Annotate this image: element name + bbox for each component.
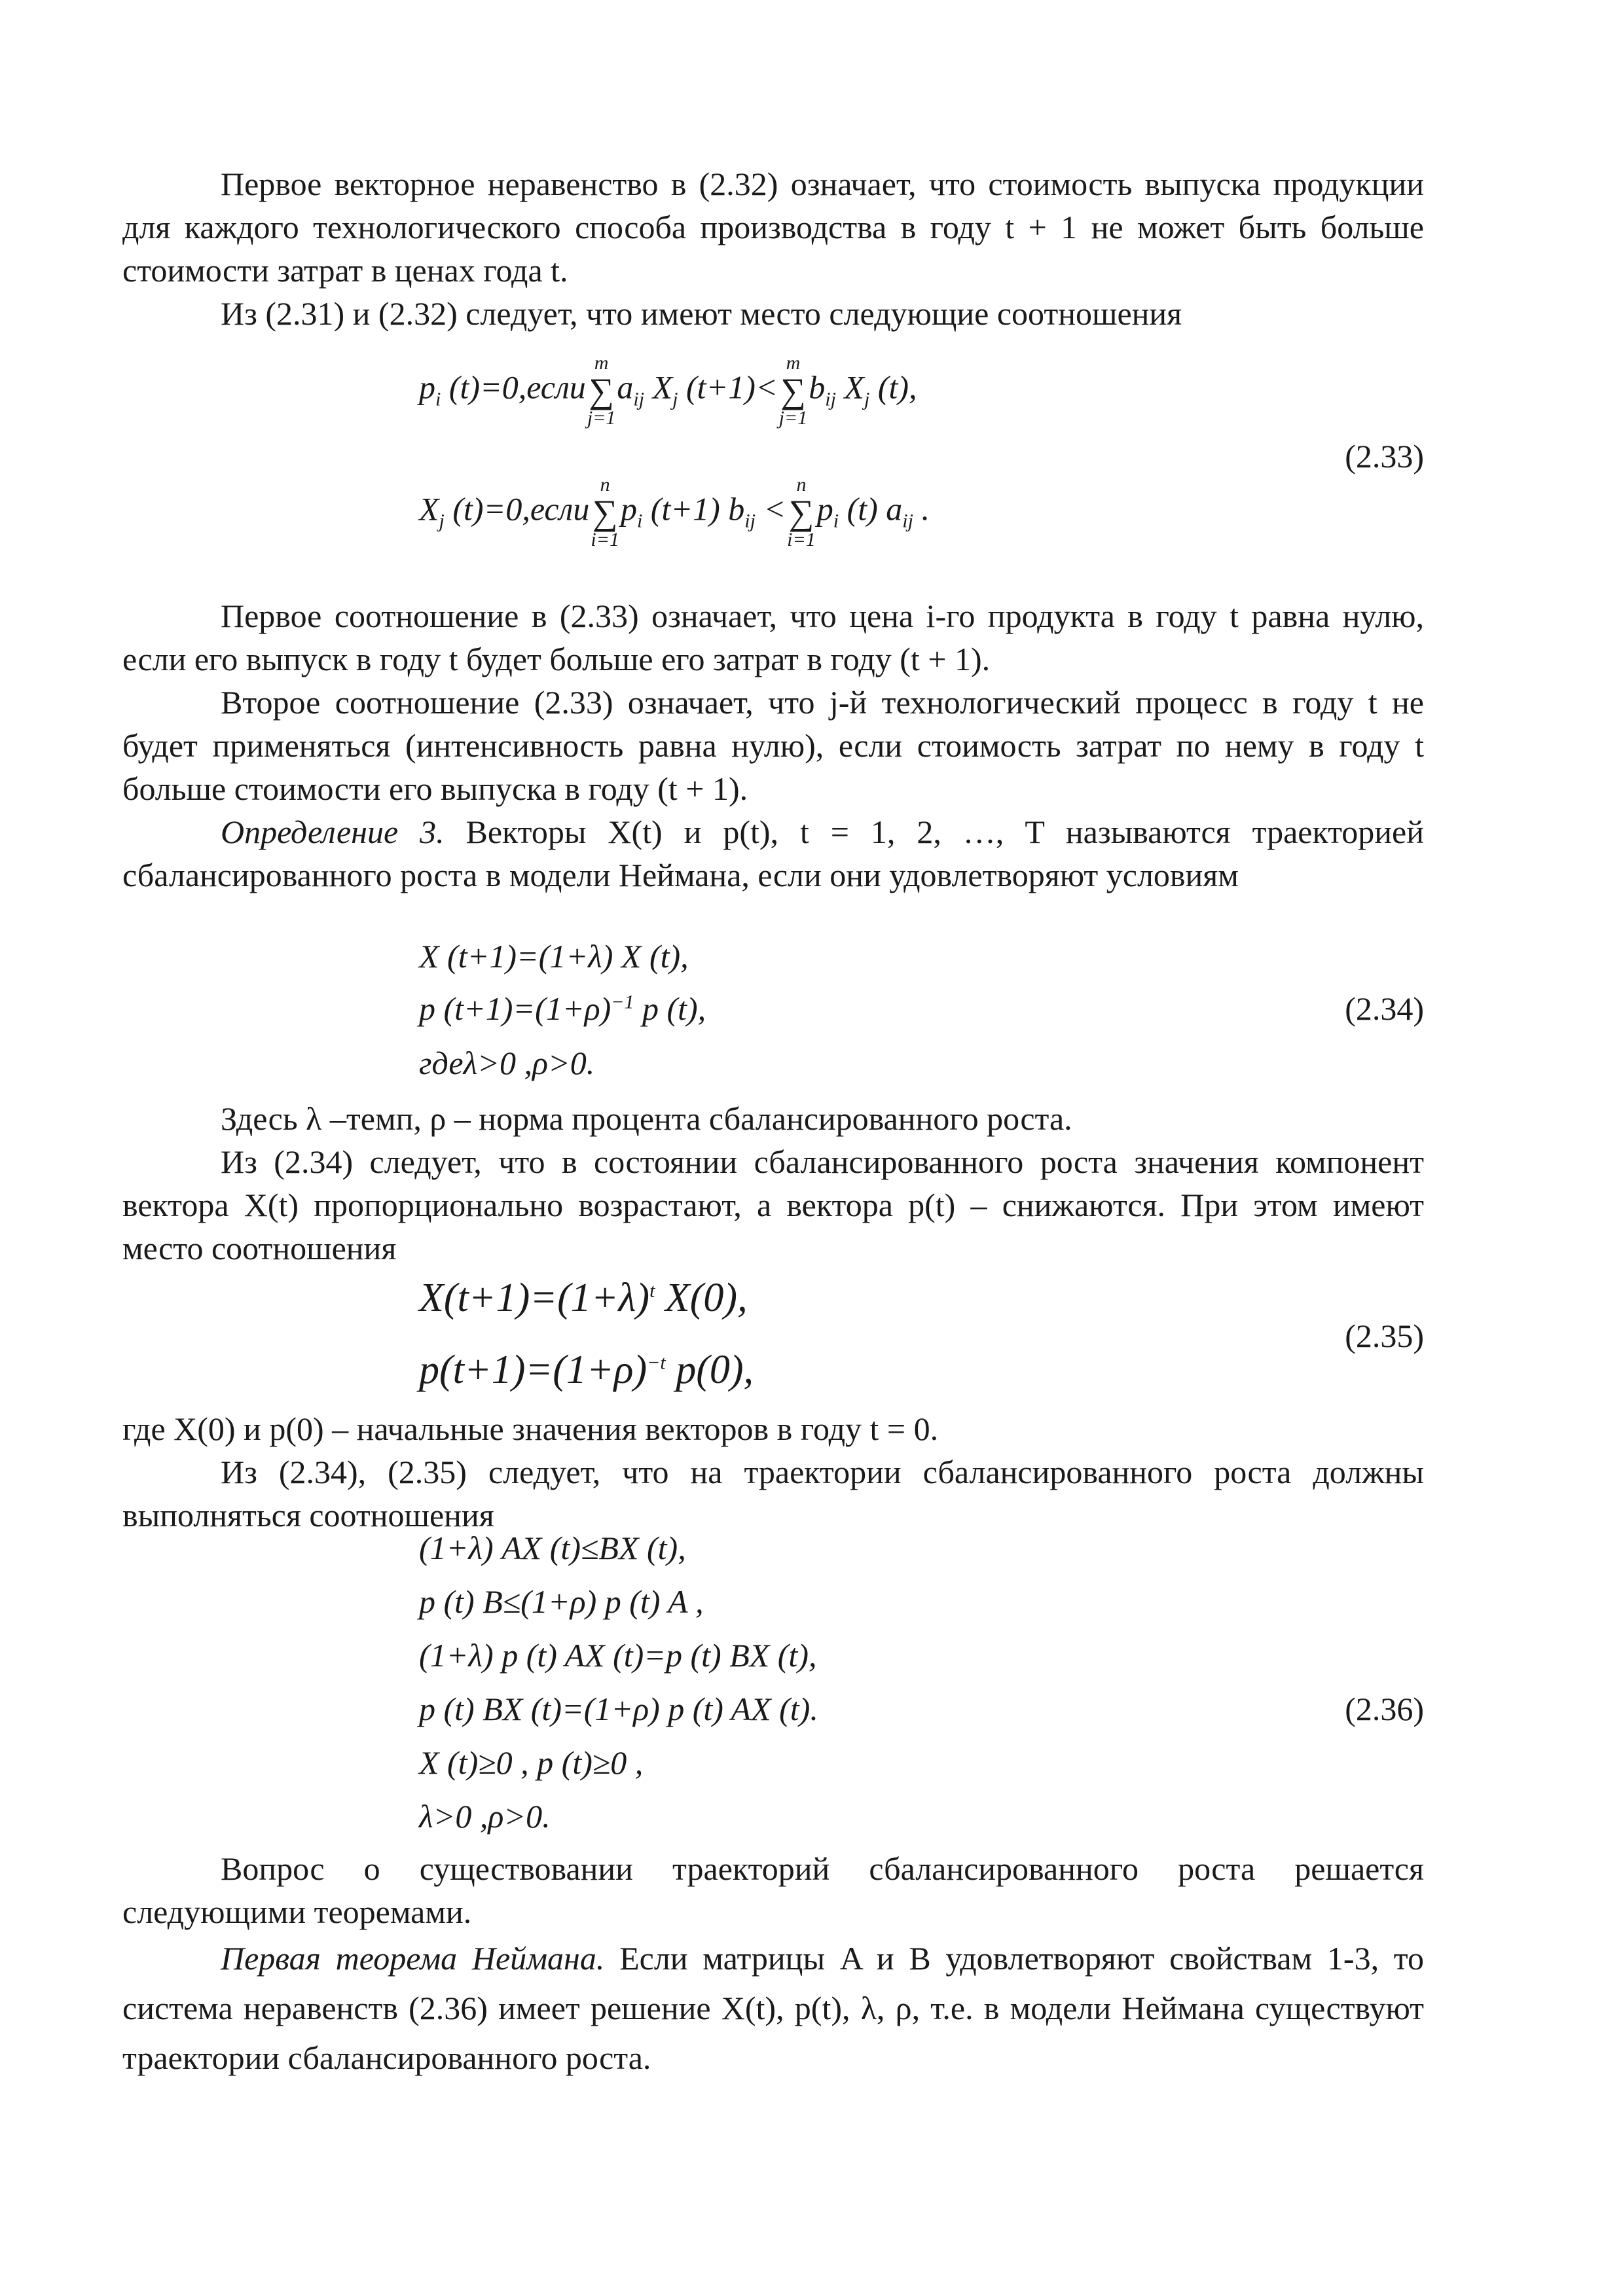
paragraph-3: Первое соотношение в (2.33) означает, что цена i-го продукта в году t равна нулю, если его выпуск в году t будет больше его затрат в году (t + 1).	[122, 598, 1424, 677]
sum-symbol: n ∑ i=1	[591, 474, 619, 550]
equation-2-36-line-4: p (t) BX (t)=(1+ρ) p (t) AX (t).	[419, 1691, 818, 1727]
paragraph-2: Из (2.31) и (2.32) следует, что имеют место следующие соотношения	[221, 295, 1182, 332]
paragraph-6: Здесь λ –темп, ρ – норма процента сбалансированного роста.	[221, 1100, 1072, 1137]
equation-number-2-34: (2.34)	[1345, 990, 1424, 1027]
equation-2-36-line-5: X (t)≥0 , p (t)≥0 ,	[419, 1744, 644, 1781]
equation-2-33-line-1: $p_i$ (t)=0,если m ∑ j=1 $a_{ij}$ $X_j$ (t+1)< m ∑ j=1 $b_{ij}$ $X_j$ (t),	[419, 352, 917, 429]
equation-number-2-33: (2.33)	[1345, 438, 1424, 475]
equation-2-36-line-3: (1+λ) p (t) AX (t)=p (t) BX (t),	[419, 1637, 817, 1674]
paragraph-9: Из (2.34), (2.35) следует, что на траектории сбалансированного роста должны выполняться соотношения	[122, 1454, 1424, 1534]
sum-symbol: m ∑ j=1	[587, 352, 616, 429]
sum-symbol: m ∑ j=1	[778, 352, 808, 429]
paragraph-10: Вопрос о существовании траекторий сбалансированного роста решается следующими теоремами.	[122, 1850, 1424, 1930]
paragraph-1: Первое векторное неравенство в (2.32) означает, что стоимость выпуска продукции для каждого технологического способа производства в году t + 1 не может быть больше стоимости затрат в ценах года t.	[122, 166, 1424, 289]
equation-2-33-line-2: $X_j$ (t)=0,если n ∑ i=1 $p_i$ (t+1) $b_{ij}$ < n ∑ i=1 $p_i$ (t) $a_{ij}$ .	[419, 474, 930, 550]
equation-2-35-line-2: $p(t+1)=(1+\rho)^{-t}$ p(0),	[419, 1348, 754, 1392]
paragraph-11: Первая теорема Неймана. Если матрицы A и B удовлетворяют свойствам 1-3, то система неравенств (2.36) имеет решение X(t), p(t), λ, ρ, т.е. в модели Неймана существуют траектории сбалансированного роста.	[122, 1940, 1424, 2076]
sum-symbol: n ∑ i=1	[787, 474, 816, 550]
equation-2-35-line-1: $X(t+1)=(1+\lambda)^t$ X(0),	[419, 1276, 748, 1320]
equation-2-36-line-2: p (t) B≤(1+ρ) p (t) A ,	[419, 1583, 704, 1620]
equation-2-36-line-6: λ>0 ,ρ>0.	[419, 1798, 551, 1835]
equation-2-34-line-3: гдеλ>0 ,ρ>0.	[419, 1045, 595, 1081]
equation-number-2-35: (2.35)	[1345, 1318, 1424, 1354]
equation-2-34-line-2: p $(t+1)=(1+\rho)^{-1}$ p (t),	[419, 990, 706, 1027]
paragraph-4: Второе соотношение (2.33) означает, что j-й технологический процесс в году t не будет применяться (интенсивность равна нулю), если стоимость затрат по нему в году t больше стоимости его выпуска в году (t + 1).	[122, 684, 1424, 807]
theorem-label: Первая теорема Неймана.	[221, 1940, 605, 1977]
paragraph-5: Определение 3. Векторы X(t) и p(t), t = 1, 2, …, T называются траекторией сбалансированного роста в модели Неймана, если они удовлетворяют условиям	[122, 814, 1424, 893]
paragraph-8: где X(0) и p(0) – начальные значения векторов в году t = 0.	[122, 1410, 939, 1447]
definition-label: Определение 3.	[221, 814, 445, 850]
equation-2-36-line-1: (1+λ) AX (t)≤BX (t),	[419, 1530, 686, 1566]
paragraph-7: Из (2.34) следует, что в состоянии сбалансированного роста значения компонент вектора X(t) пропорционально возрастают, а вектора p(t) – снижаются. При этом имеют место соотношения	[122, 1143, 1424, 1266]
equation-number-2-36: (2.36)	[1345, 1691, 1424, 1727]
equation-2-34-line-1: X (t+1)=(1+λ) X (t),	[419, 938, 689, 975]
